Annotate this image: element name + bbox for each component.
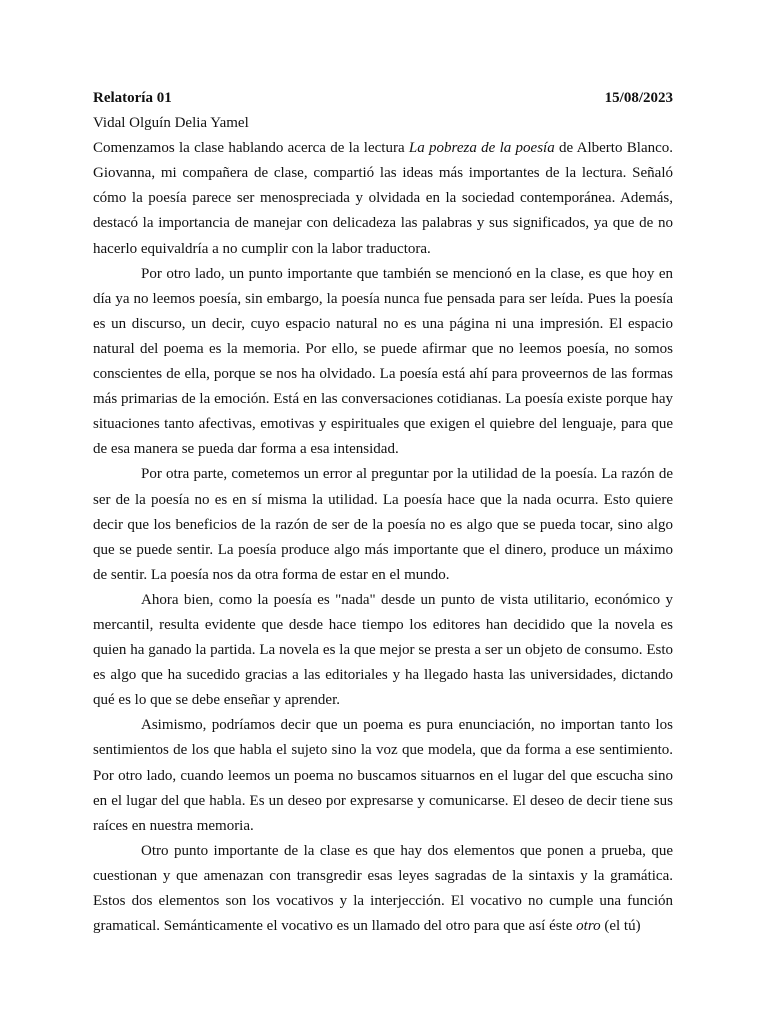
paragraph-3: Por otra parte, cometemos un error al preguntar por la utilidad de la poesía. La razón de ser de la poesía no es en sí misma la utilidad. La poesía hace que la nada ocurra. Esto quiere decir que los beneficios de la razón de ser de la poesía no es algo que se pueda tocar, sino algo que se puede sentir. La poesía produce algo más importante que el dinero, produce un máximo de sentir. La poesía nos da otra forma de estar en el mundo.	[93, 466, 673, 583]
paragraph-1	[93, 136, 673, 261]
document-header	[93, 86, 673, 111]
paragraph-4: Ahora bien, como la poesía es "nada" desde un punto de vista utilitario, económico y mercantil, resulta evidente que desde hace tiempo los editores han decidido que la novela es quien ha ganado la partida. La novela es la que mejor se presta a ser un objeto de consumo. Esto es algo que ha sucedido gracias a las editoriales y ha llegado hasta las universidades, dictando qué es lo que se debe enseñar y aprender.	[93, 591, 673, 709]
paragraph-6-text-start: Otro punto importante de la clase es que hay dos elementos que ponen a prueba, que cuestionan y que amenazan con transgredir esas leyes sagradas de la sintaxis y la gramática. Estos dos elementos son los vocativos y la interjección. El vocativo no cumple una función gramatical. Semánticamente el vocativo es un llamado del otro para que así éste	[93, 842, 673, 935]
book-title: La pobreza de la poesía	[408, 140, 555, 157]
paragraph-2: Por otro lado, un punto importante que también se mencionó en la clase, es que hoy en día ya no leemos poesía, sin embargo, la poesía nunca fue pensada para ser leída. Pues la poesía es un discurso, un decir, cuyo espacio natural no es una página ni una impresión. El espacio natural del poema es la memoria. Por ello, se puede afirmar que no leemos poesía, no somos conscientes de ella, porque se nos ha olvidado. La poesía está ahí para proveernos de las formas más primarias de la emoción. Está en las conversaciones cotidianas. La poesía existe porque hay situaciones tanto afectivas, emotivas y espirituales que exigen el quiebre del lenguaje, para que de esa manera se pueda dar forma a esa intensidad.	[93, 265, 673, 458]
document-date: 15/08/2023	[604, 90, 673, 106]
paragraph-1-text-start: Comenzamos la clase hablando acerca de la lectura	[93, 140, 409, 157]
paragraph-6	[93, 839, 673, 939]
document-title: Relatoría 01	[93, 90, 172, 106]
italic-word: otro	[576, 918, 601, 935]
paragraph-1-text-end: de Alberto Blanco. Giovanna, mi compañera de clase, compartió las ideas más importantes de la lectura. Señaló cómo la poesía parece ser menospreciada y olvidada en la sociedad contemporánea. Además, destacó la importancia de manejar con delicadeza las palabras y sus significados, ya que de no hacerlo equivaldría a no cumplir con la labor traductora.	[93, 140, 674, 257]
paragraph-6-text-end: (el tú)	[600, 918, 641, 935]
author-name: Vidal Olguín Delia Yamel	[93, 115, 249, 132]
paragraph-5: Asimismo, podríamos decir que un poema es pura enunciación, no importan tanto los sentimientos de los que habla el sujeto sino la voz que modela, que da forma a ese sentimiento. Por otro lado, cuando leemos un poema no buscamos situarnos en el lugar del que escucha sino en el lugar del que habla. Es un deseo por expresarse y comunicarse. El deseo de decir tiene sus raíces en nuestra memoria.	[93, 717, 673, 834]
